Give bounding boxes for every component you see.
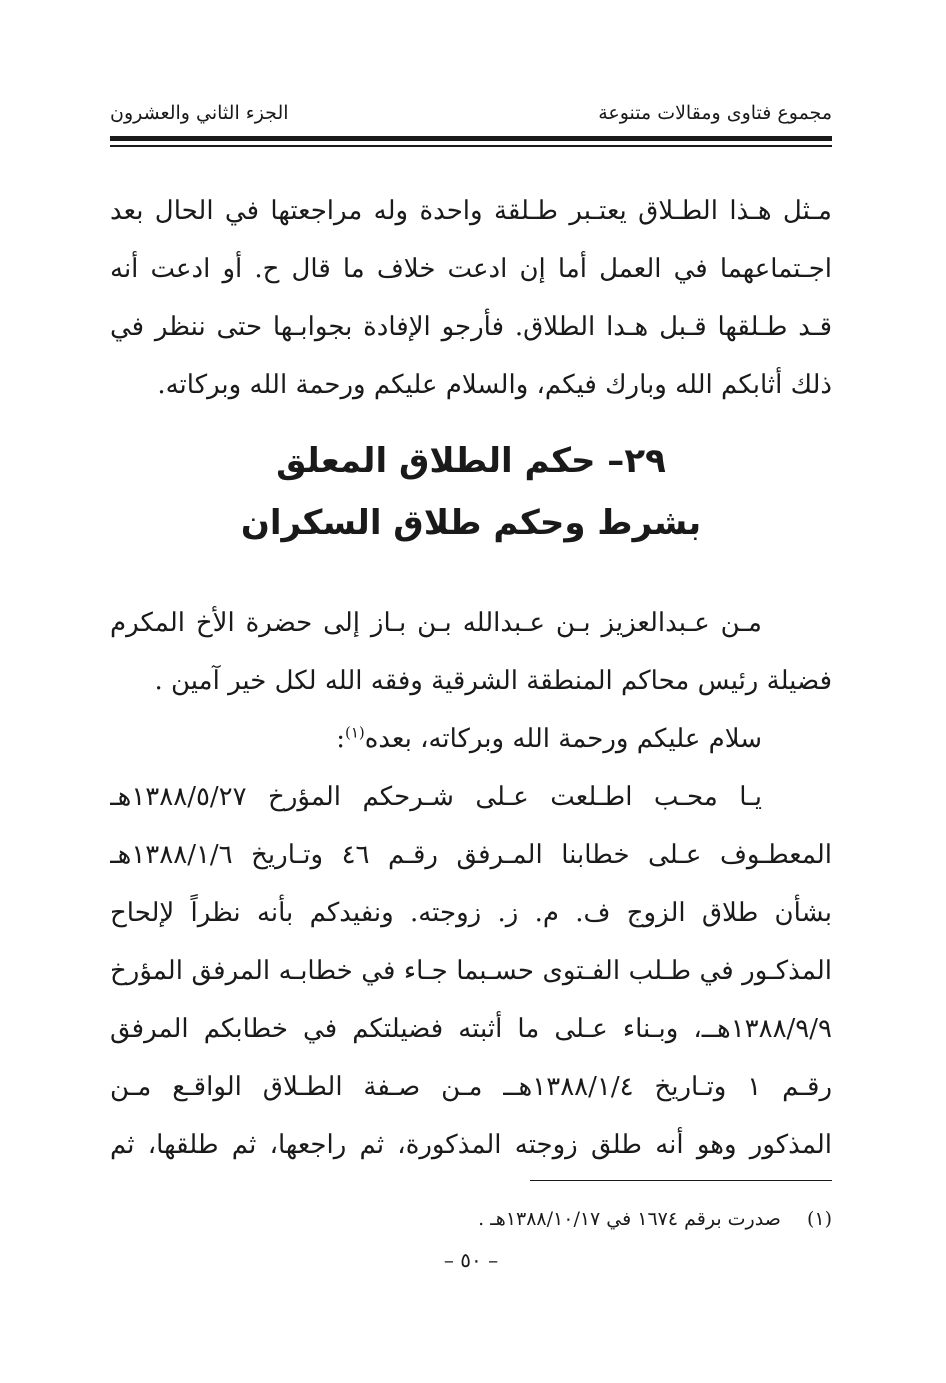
recipient-line: فضيلة رئيس محاكم المنطقة الشرقية وفقه الله لكل خير آمين . [154,666,832,696]
letter-body [110,768,832,1174]
text-line: المذكـور في طـلب الفـتوى حسـبما جـاء في خطابـه المرفق المؤرخ [110,956,832,986]
footnote-text: صدرت برقم ١٦٧٤ في ١٣٨٨/١٠/١٧هـ . [478,1208,781,1230]
section-heading [110,430,832,554]
footnote [110,1204,832,1234]
header-rule-thin [110,145,832,147]
text-line: مـثل هـذا الطـلاق يعتـبر طـلقة واحدة وله مراجعتها في الحال بعد [110,196,832,226]
text-line: ١٣٨٨/٩/٩هــ، وبـناء عـلى ما أثبته فضيلتكم في خطابكم المرفق [110,1014,832,1044]
text-line: ذلك أثابكم الله وبارك فيكم، والسلام عليكم ورحمة الله وبركاته. [157,370,832,400]
header-rule-thick [110,136,832,141]
greeting-colon: : [336,724,345,754]
footnote-marker: (١) [806,1208,832,1230]
text-line: المعطـوف عـلى خطابنا المـرفق رقـم ٤٦ وتـاريخ ١٣٨٨/١/٦هـ [110,840,832,870]
text-line: اجـتماعهما في العمل أما إن ادعت خلاف ما قال ح. أو ادعت أنه [110,254,832,284]
book-title: مجموع فتاوى ومقالات متنوعة [598,102,832,124]
text-line: يـا محـب اطـلعت عـلى شـرحكم المؤرخ ١٣٨٨/٥/٢٧هـ [110,782,762,812]
letter-opening [110,594,832,768]
heading-line-2: بشرط وحكم طلاق السكران [240,503,702,543]
sender-line: مـن عـبدالعزيز بـن عـبدالله بـن بـاز إلى حضرة الأخ المكرم [110,608,762,638]
intro-paragraph [110,182,832,414]
text-line: قـد طـلقها قـبل هـدا الطلاق. فأرجو الإفادة بجوابـها حتى ننظر في [110,312,832,342]
footnote-reference: (١) [344,723,365,742]
greeting-line [110,710,832,768]
greeting-text: سلام عليكم ورحمة الله وبركاته، بعده [364,724,762,754]
running-header [110,96,832,130]
text-line: بشأن طلاق الزوج ف. م. ز. زوجته. ونفيدكم بأنه نظراً لإلحاح [110,898,832,928]
page-number: – ٥٠ – [443,1248,499,1272]
footnote-separator [530,1180,832,1181]
heading-line-1: ٢٩– حكم الطلاق المعلق [276,441,666,481]
text-line: رقـم ١ وتـاريخ ١٣٨٨/١/٤هــ مـن صـفة الطـلاق الواقـع مـن [110,1072,832,1102]
volume-label: الجزء الثاني والعشرون [110,102,289,124]
text-line: المذكور وهو أنه طلق زوجته المذكورة، ثم راجعها، ثم طلقها، ثم [110,1130,832,1160]
